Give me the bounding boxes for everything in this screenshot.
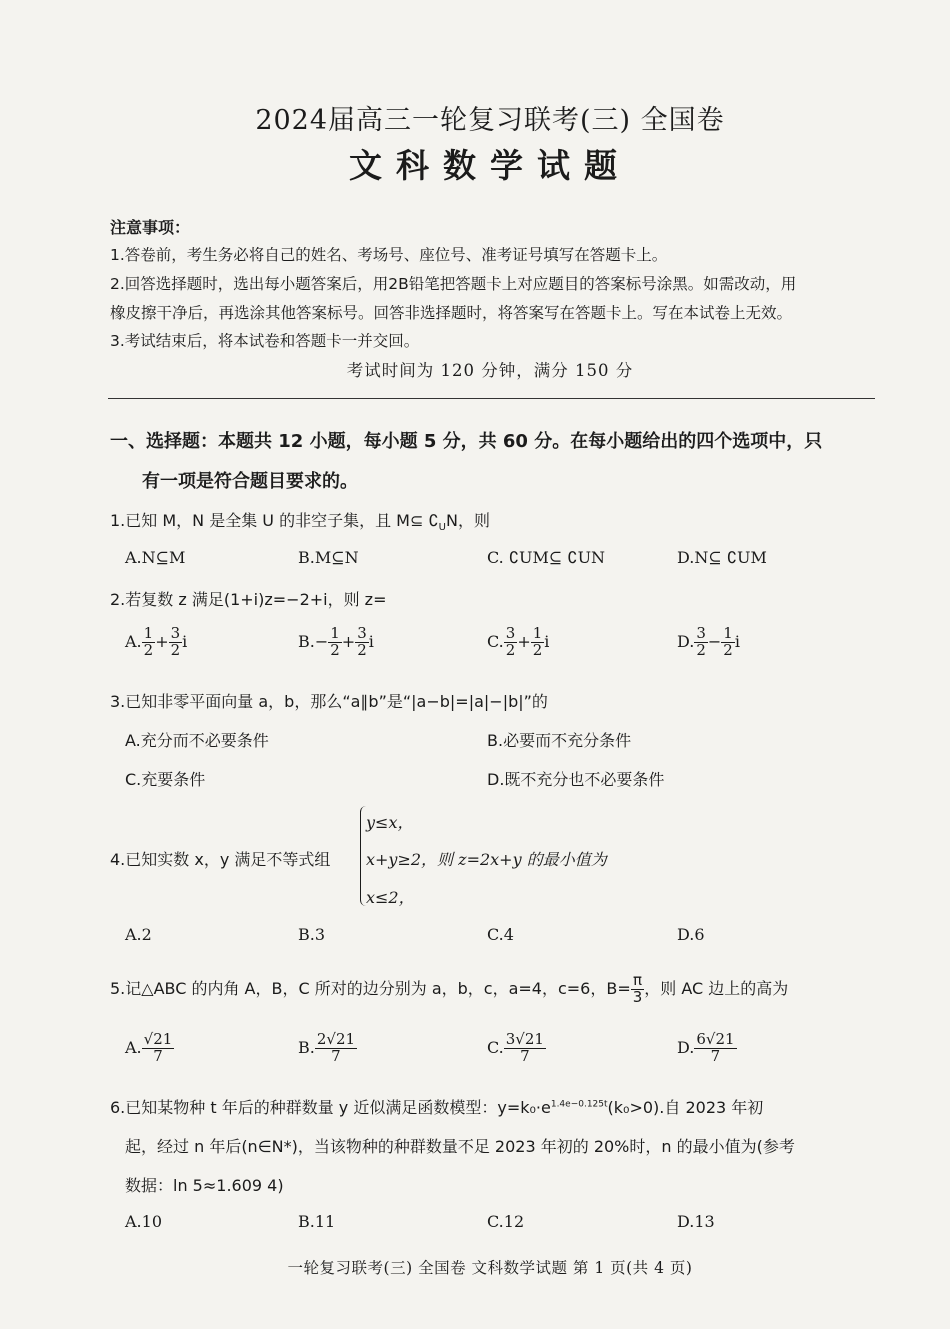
question-3-stem: 3.已知非零平面向量 a，b，那么“a∥b”是“|a−b|=|a|−|b|”的	[110, 692, 548, 711]
exam-title: 2024届高三一轮复习联考(三) 全国卷	[255, 105, 725, 136]
q2-option-a: A. $\frac{1}{2}$ + $\frac{3}{2}$ i	[125, 624, 188, 659]
q4-option-b: B.3	[298, 925, 326, 944]
inequality-row-3: x≤2，	[366, 888, 415, 907]
question-6-line-2: 起，经过 n 年后(n∈N*)，当该物种的种群数量不足 2023 年初的 20%时，n 的最小值为(参考	[125, 1137, 795, 1156]
q2-option-d: D. $\frac{3}{2}$ − $\frac{1}{2}$ i	[677, 624, 740, 659]
q1-option-c: C. ∁UM⊆ ∁UN	[487, 548, 606, 567]
section-heading-cont: 有一项是符合题目要求的。	[142, 471, 358, 492]
note-item: 3.考试结束后，将本试卷和答题卡一并交回。	[110, 332, 420, 350]
q5-option-b: B. $\frac{2√21}{7}$	[298, 1030, 356, 1065]
note-item: 1.答卷前，考生务必将自己的姓名、考场号、座位号、准考证号填写在答题卡上。	[110, 246, 668, 264]
note-item: 橡皮擦干净后，再选涂其他答案标号。回答非选择题时，将答案写在答题卡上。写在本试卷上无效。	[110, 304, 793, 322]
q5-option-d: D. $\frac{6√21}{7}$	[677, 1030, 735, 1065]
q5-option-a: A. $\frac{√21}{7}$	[125, 1030, 173, 1065]
question-4-stem: 4.已知实数 x，y 满足不等式组	[110, 850, 331, 869]
question-6-line-3: 数据：ln 5≈1.609 4)	[125, 1176, 284, 1195]
inequality-row-1: y≤x，	[366, 813, 414, 832]
exam-time: 考试时间为 120 分钟，满分 150 分	[346, 361, 634, 380]
q2-option-b: B.− $\frac{1}{2}$ + $\frac{3}{2}$ i	[298, 624, 374, 659]
notes-heading: 注意事项：	[110, 218, 191, 237]
q6-option-a: A.10	[125, 1212, 162, 1231]
q3-option-c: C.充要条件	[125, 770, 206, 789]
q4-option-a: A.2	[125, 925, 152, 944]
q3-option-d: D.既不充分也不必要条件	[487, 770, 665, 789]
divider	[108, 398, 875, 399]
q4-option-c: C.4	[487, 925, 514, 944]
q2-option-c: C. $\frac{3}{2}$ + $\frac{1}{2}$ i	[487, 624, 550, 659]
question-1-stem: 1.已知 M，N 是全集 U 的非空子集，且 M⊆ $∁_UN$，则	[110, 511, 490, 534]
q6-option-b: B.11	[298, 1212, 336, 1231]
question-2-stem: 2.若复数 z 满足(1+i)z=−2+i，则 z=	[110, 590, 387, 609]
q6-option-d: D.13	[677, 1212, 715, 1231]
section-heading: 一、选择题：本题共 12 小题，每小题 5 分，共 60 分。在每小题给出的四个选项中，只	[110, 431, 823, 452]
q6-option-c: C.12	[487, 1212, 525, 1231]
question-6-line-1: 6.已知某物种 t 年后的种群数量 y 近似满足函数模型：$y=k_0\cdot e^{1.4e-0.125t}(k_0>0)$.自 2023 年初	[110, 1098, 764, 1117]
q5-option-c: C. $\frac{3√21}{7}$	[487, 1030, 544, 1065]
question-5-stem: 5.记△ABC 的内角 A，B，C 所对的边分别为 a，b，c，a=4，c=6，B= $\frac{\pi}{3}$ ，则 AC 边上的高为	[110, 971, 789, 1006]
q3-option-a: A.充分而不必要条件	[125, 731, 269, 750]
exam-subtitle: 文科数学试题	[349, 146, 631, 185]
q1-option-a: A.N⊆M	[125, 548, 186, 567]
q1-option-d: D.N⊆ ∁UM	[677, 548, 767, 567]
q1-option-b: B.M⊆N	[298, 548, 359, 567]
q4-option-d: D.6	[677, 925, 705, 944]
note-item: 2.回答选择题时，选出每小题答案后，用2B铅笔把答题卡上对应题目的答案标号涂黑。如需改动，用	[110, 275, 797, 293]
inequality-row-2: x+y≥2，则 z=2x+y 的最小值为	[366, 850, 607, 869]
page-footer: 一轮复习联考(三) 全国卷 文科数学试题 第 1 页(共 4 页)	[287, 1259, 693, 1277]
q3-option-b: B.必要而不充分条件	[487, 731, 632, 750]
